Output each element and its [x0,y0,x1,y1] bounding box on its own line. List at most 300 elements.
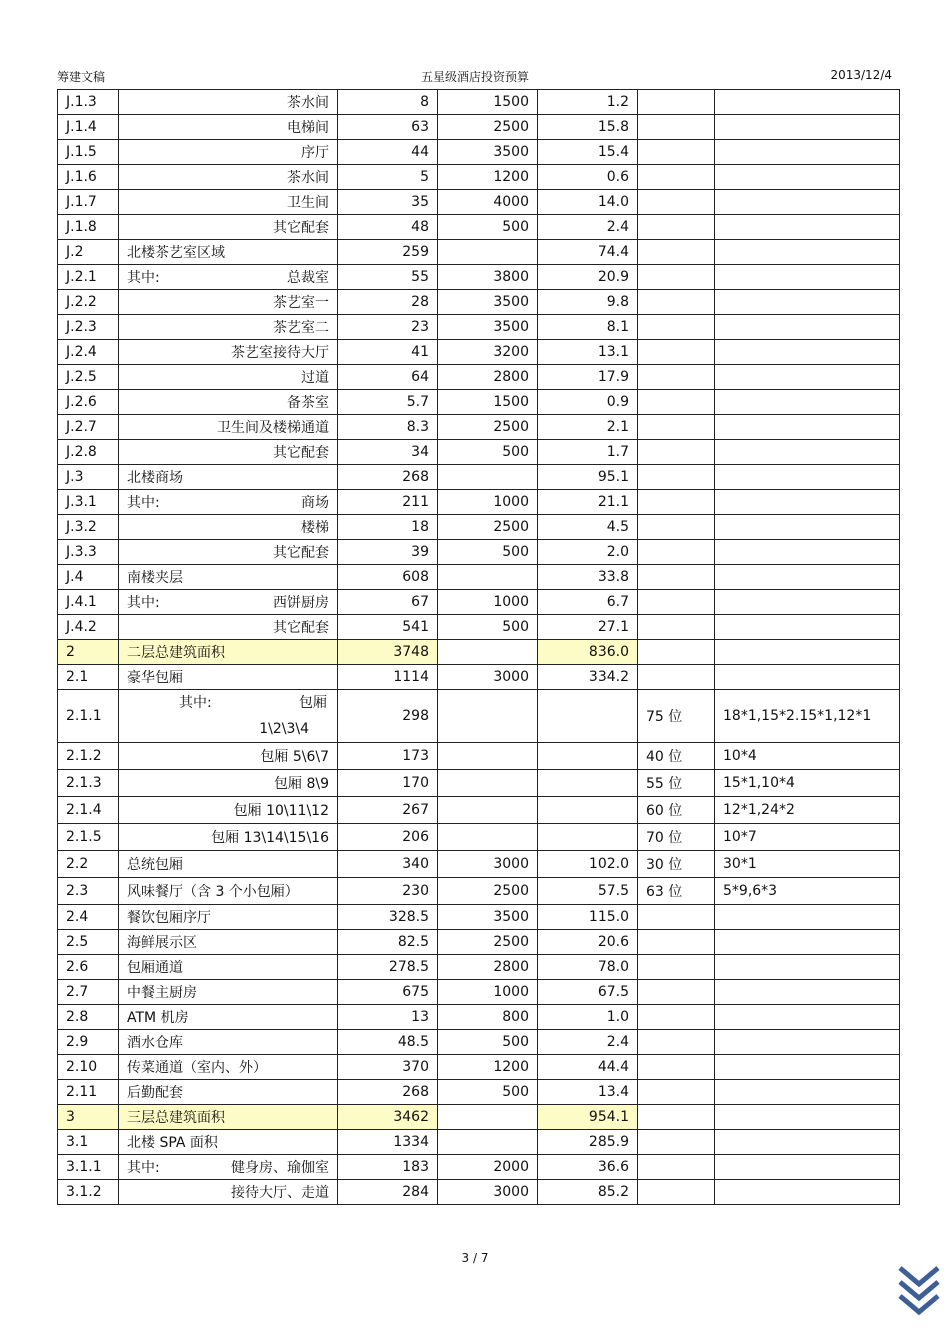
cell-seats [638,565,715,590]
cell-note: 5*9,6*3 [715,878,900,905]
cell-name-text: 商场 [301,495,329,511]
cell-seats [638,490,715,515]
cell-name: 酒水仓库 [119,1030,338,1055]
cell-code: J.1.5 [58,140,119,165]
cell-name: 包厢通道 [119,955,338,980]
cell-amount: 17.9 [538,365,638,390]
cell-amount: 2.1 [538,415,638,440]
table-row [58,115,900,140]
cell-code: 2.10 [58,1055,119,1080]
cell-unit-price: 2000 [438,1155,538,1180]
cell-area: 5.7 [338,390,438,415]
cell-unit-price: 3800 [438,265,538,290]
cell-unit-price [438,743,538,770]
cell-area: 67 [338,590,438,615]
cell-name: 其它配套 [119,615,338,640]
cell-amount: 78.0 [538,955,638,980]
cell-name [119,590,338,615]
cell-unit-price: 3000 [438,665,538,690]
cell-seats [638,340,715,365]
cell-seats [638,90,715,115]
cell-code: 3 [58,1105,119,1130]
cell-code: 2.1 [58,665,119,690]
cell-unit-price [438,797,538,824]
cell-area: 63 [338,115,438,140]
cell-amount: 44.4 [538,1055,638,1080]
header-date: 2013/12/4 [830,68,892,82]
cell-unit-price: 1200 [438,165,538,190]
cell-name-text: 西饼厨房 [273,595,329,611]
double-chevron-down-icon[interactable] [896,1262,942,1322]
cell-amount: 13.1 [538,340,638,365]
cell-unit-price: 3200 [438,340,538,365]
cell-amount: 6.7 [538,590,638,615]
cell-note [715,955,900,980]
cell-seats [638,190,715,215]
cell-area: 34 [338,440,438,465]
cell-area: 268 [338,465,438,490]
cell-unit-price: 3000 [438,851,538,878]
cell-name: 备茶室 [119,390,338,415]
cell-name: 接待大厅、走道 [119,1180,338,1205]
table-row [58,490,900,515]
cell-code: J.2.1 [58,265,119,290]
cell-area: 211 [338,490,438,515]
cell-seats: 63 位 [638,878,715,905]
cell-name: 餐饮包厢序厅 [119,905,338,930]
cell-area: 170 [338,770,438,797]
cell-unit-price: 3500 [438,140,538,165]
cell-area: 183 [338,1155,438,1180]
cell-seats [638,590,715,615]
table-row [58,1105,900,1130]
cell-code: 2.1.3 [58,770,119,797]
cell-amount: 1.0 [538,1005,638,1030]
cell-amount [538,824,638,851]
table-row [58,1080,900,1105]
cell-code: 2.4 [58,905,119,930]
cell-name-text: 总裁室 [287,270,329,286]
cell-unit-price: 2500 [438,115,538,140]
page-number: 3 / 7 [461,1251,489,1265]
cell-seats: 75 位 [638,690,715,743]
cell-seats [638,1155,715,1180]
header-title: 五星级酒店投资预算 [420,70,529,84]
cell-note [715,190,900,215]
cell-note [715,1105,900,1130]
cell-name: 电梯间 [119,115,338,140]
cell-name: 二层总建筑面积 [119,640,338,665]
cell-code: 2.1.1 [58,690,119,743]
cell-amount: 20.6 [538,930,638,955]
cell-code: J.1.6 [58,165,119,190]
cell-seats [638,1030,715,1055]
cell-note [715,115,900,140]
cell-area: 298 [338,690,438,743]
cell-code: J.2.6 [58,390,119,415]
cell-unit-price: 2500 [438,515,538,540]
cell-code: J.2.2 [58,290,119,315]
cell-name: 豪华包厢 [119,665,338,690]
cell-area: 48.5 [338,1030,438,1055]
cell-unit-price [438,465,538,490]
cell-name: 三层总建筑面积 [119,1105,338,1130]
cell-seats [638,415,715,440]
cell-amount: 2.4 [538,215,638,240]
cell-area: 44 [338,140,438,165]
cell-amount: 74.4 [538,240,638,265]
cell-name: 包厢 5\6\7 [119,743,338,770]
cell-seats [638,615,715,640]
cell-note [715,490,900,515]
cell-note: 10*4 [715,743,900,770]
cell-name: 茶艺室接待大厅 [119,340,338,365]
table-row [58,743,900,770]
cell-amount: 13.4 [538,1080,638,1105]
cell-name-prefix: 其中: [127,495,160,511]
table-row [58,905,900,930]
cell-area: 64 [338,365,438,390]
cell-seats [638,165,715,190]
cell-amount: 36.6 [538,1155,638,1180]
cell-code: J.2.7 [58,415,119,440]
cell-code: J.2.5 [58,365,119,390]
cell-amount: 9.8 [538,290,638,315]
cell-amount: 85.2 [538,1180,638,1205]
cell-code: J.4 [58,565,119,590]
cell-name: 包厢 13\14\15\16 [119,824,338,851]
table-row [58,1030,900,1055]
cell-code: J.1.3 [58,90,119,115]
cell-seats [638,640,715,665]
cell-code: J.2.3 [58,315,119,340]
table-row [58,415,900,440]
cell-name: 传菜通道（室内、外） [119,1055,338,1080]
cell-area: 173 [338,743,438,770]
cell-note [715,365,900,390]
cell-code: J.3 [58,465,119,490]
cell-amount: 20.9 [538,265,638,290]
cell-area: 230 [338,878,438,905]
cell-seats: 70 位 [638,824,715,851]
cell-unit-price: 1000 [438,980,538,1005]
cell-note [715,390,900,415]
cell-amount: 0.9 [538,390,638,415]
cell-area: 675 [338,980,438,1005]
cell-code: 2.11 [58,1080,119,1105]
cell-unit-price [438,240,538,265]
cell-unit-price [438,770,538,797]
cell-note: 30*1 [715,851,900,878]
cell-name: 海鲜展示区 [119,930,338,955]
cell-area: 23 [338,315,438,340]
cell-name-text: 包厢 [299,695,327,711]
cell-seats [638,215,715,240]
cell-code: 2.3 [58,878,119,905]
table-row [58,290,900,315]
cell-code: 2.1.5 [58,824,119,851]
cell-area: 8 [338,90,438,115]
table-row [58,1055,900,1080]
table-row [58,1155,900,1180]
cell-name [119,1155,338,1180]
cell-code: J.1.8 [58,215,119,240]
cell-area: 259 [338,240,438,265]
cell-name: 茶艺室二 [119,315,338,340]
cell-name: 南楼夹层 [119,565,338,590]
cell-note [715,415,900,440]
table-row [58,770,900,797]
cell-unit-price: 2500 [438,878,538,905]
table-row [58,665,900,690]
cell-unit-price: 2800 [438,955,538,980]
cell-note [715,1155,900,1180]
table-row [58,1180,900,1205]
cell-seats: 40 位 [638,743,715,770]
cell-unit-price: 500 [438,440,538,465]
cell-unit-price: 500 [438,1030,538,1055]
cell-area: 278.5 [338,955,438,980]
cell-name: 北楼茶艺室区域 [119,240,338,265]
cell-name: 包厢 10\11\12 [119,797,338,824]
cell-unit-price: 3500 [438,315,538,340]
cell-unit-price: 800 [438,1005,538,1030]
cell-area: 41 [338,340,438,365]
cell-unit-price [438,640,538,665]
cell-code: 2.9 [58,1030,119,1055]
table-row [58,190,900,215]
table-row [58,1130,900,1155]
cell-amount: 67.5 [538,980,638,1005]
cell-name: 北楼商场 [119,465,338,490]
cell-code: J.2.8 [58,440,119,465]
cell-name: 总统包厢 [119,851,338,878]
cell-code: 2.2 [58,851,119,878]
cell-unit-price: 1500 [438,390,538,415]
cell-note [715,930,900,955]
cell-unit-price: 3000 [438,1180,538,1205]
header-left: 筹建文稿 [57,70,106,84]
cell-note [715,1130,900,1155]
cell-seats [638,515,715,540]
table-row [58,565,900,590]
table-row [58,878,900,905]
cell-note [715,1005,900,1030]
cell-note [715,980,900,1005]
cell-note [715,90,900,115]
cell-code: J.1.7 [58,190,119,215]
cell-amount: 15.8 [538,115,638,140]
cell-amount [538,743,638,770]
cell-area: 206 [338,824,438,851]
table-row [58,930,900,955]
cell-name [119,265,338,290]
cell-amount: 285.9 [538,1130,638,1155]
cell-unit-price [438,1130,538,1155]
cell-amount [538,797,638,824]
cell-code: 2.8 [58,1005,119,1030]
cell-amount: 33.8 [538,565,638,590]
cell-amount: 4.5 [538,515,638,540]
cell-name-prefix: 其中: [127,595,160,611]
table-row [58,390,900,415]
cell-name-prefix: 其中: [127,270,160,286]
cell-amount: 27.1 [538,615,638,640]
cell-amount: 0.6 [538,165,638,190]
cell-unit-price: 3500 [438,905,538,930]
cell-unit-price: 2800 [438,365,538,390]
cell-unit-price: 2500 [438,415,538,440]
cell-name: 茶艺室一 [119,290,338,315]
cell-name: 风味餐厅（含 3 个小包厢） [119,878,338,905]
cell-seats [638,315,715,340]
cell-note [715,515,900,540]
cell-code: 2.1.4 [58,797,119,824]
cell-note [715,240,900,265]
cell-name: 包厢 8\9 [119,770,338,797]
cell-unit-price: 500 [438,540,538,565]
cell-code: J.3.1 [58,490,119,515]
cell-amount [538,690,638,743]
table-row [58,851,900,878]
cell-amount: 334.2 [538,665,638,690]
cell-note [715,140,900,165]
cell-code: 2.7 [58,980,119,1005]
cell-amount: 2.4 [538,1030,638,1055]
cell-name-text: 健身房、瑜伽室 [231,1160,329,1176]
cell-area: 18 [338,515,438,540]
cell-name: 过道 [119,365,338,390]
table-row [58,140,900,165]
cell-seats: 55 位 [638,770,715,797]
table-row [58,365,900,390]
cell-name: 茶水间 [119,90,338,115]
table-row [58,315,900,340]
cell-seats [638,1055,715,1080]
cell-amount: 95.1 [538,465,638,490]
cell-note: 10*7 [715,824,900,851]
cell-area: 541 [338,615,438,640]
cell-seats [638,390,715,415]
cell-name-prefix: 其中: [179,695,212,711]
cell-code: 2.1.2 [58,743,119,770]
cell-note [715,640,900,665]
cell-name: 茶水间 [119,165,338,190]
cell-seats [638,440,715,465]
cell-unit-price [438,565,538,590]
cell-seats [638,115,715,140]
cell-note [715,1080,900,1105]
table-row [58,1005,900,1030]
table-row [58,980,900,1005]
cell-amount: 954.1 [538,1105,638,1130]
cell-name: 其它配套 [119,215,338,240]
cell-code: 2 [58,640,119,665]
cell-code: J.3.3 [58,540,119,565]
table-row [58,215,900,240]
cell-seats [638,1080,715,1105]
cell-unit-price: 1000 [438,590,538,615]
table-row [58,465,900,490]
cell-note [715,540,900,565]
table-row [58,165,900,190]
cell-unit-price: 1500 [438,90,538,115]
cell-amount: 102.0 [538,851,638,878]
cell-seats: 60 位 [638,797,715,824]
budget-table [57,89,900,1205]
cell-note [715,265,900,290]
cell-name [119,490,338,515]
cell-unit-price [438,1105,538,1130]
cell-area: 340 [338,851,438,878]
cell-code: 2.6 [58,955,119,980]
cell-code: J.2 [58,240,119,265]
cell-amount: 21.1 [538,490,638,515]
cell-unit-price: 500 [438,1080,538,1105]
cell-seats: 30 位 [638,851,715,878]
cell-seats [638,980,715,1005]
cell-note: 18*1,15*2.15*1,12*1 [715,690,900,743]
table-row [58,640,900,665]
cell-area: 5 [338,165,438,190]
cell-amount: 115.0 [538,905,638,930]
cell-note [715,1055,900,1080]
cell-note [715,215,900,240]
cell-area: 48 [338,215,438,240]
cell-note [715,905,900,930]
cell-code: 3.1.2 [58,1180,119,1205]
cell-note [715,290,900,315]
cell-unit-price: 4000 [438,190,538,215]
cell-area: 13 [338,1005,438,1030]
cell-amount: 2.0 [538,540,638,565]
cell-note [715,340,900,365]
table-row [58,615,900,640]
cell-name: 卫生间 [119,190,338,215]
cell-code: J.4.2 [58,615,119,640]
cell-note [715,565,900,590]
cell-area: 1334 [338,1130,438,1155]
cell-name: 其它配套 [119,440,338,465]
cell-area: 55 [338,265,438,290]
cell-name: 后勤配套 [119,1080,338,1105]
cell-amount: 15.4 [538,140,638,165]
cell-amount: 14.0 [538,190,638,215]
cell-area: 1114 [338,665,438,690]
table-row [58,265,900,290]
cell-seats [638,930,715,955]
cell-area: 28 [338,290,438,315]
cell-unit-price: 1200 [438,1055,538,1080]
cell-seats [638,665,715,690]
cell-note: 15*1,10*4 [715,770,900,797]
cell-seats [638,955,715,980]
cell-amount: 1.2 [538,90,638,115]
cell-seats [638,1180,715,1205]
cell-unit-price: 3500 [438,290,538,315]
table-row [58,797,900,824]
table-row [58,690,900,743]
cell-amount [538,770,638,797]
cell-note [715,590,900,615]
cell-name: 楼梯 [119,515,338,540]
cell-area: 328.5 [338,905,438,930]
cell-seats [638,905,715,930]
table-row [58,240,900,265]
cell-unit-price [438,690,538,743]
cell-seats [638,265,715,290]
cell-name-prefix: 其中: [127,1160,160,1176]
